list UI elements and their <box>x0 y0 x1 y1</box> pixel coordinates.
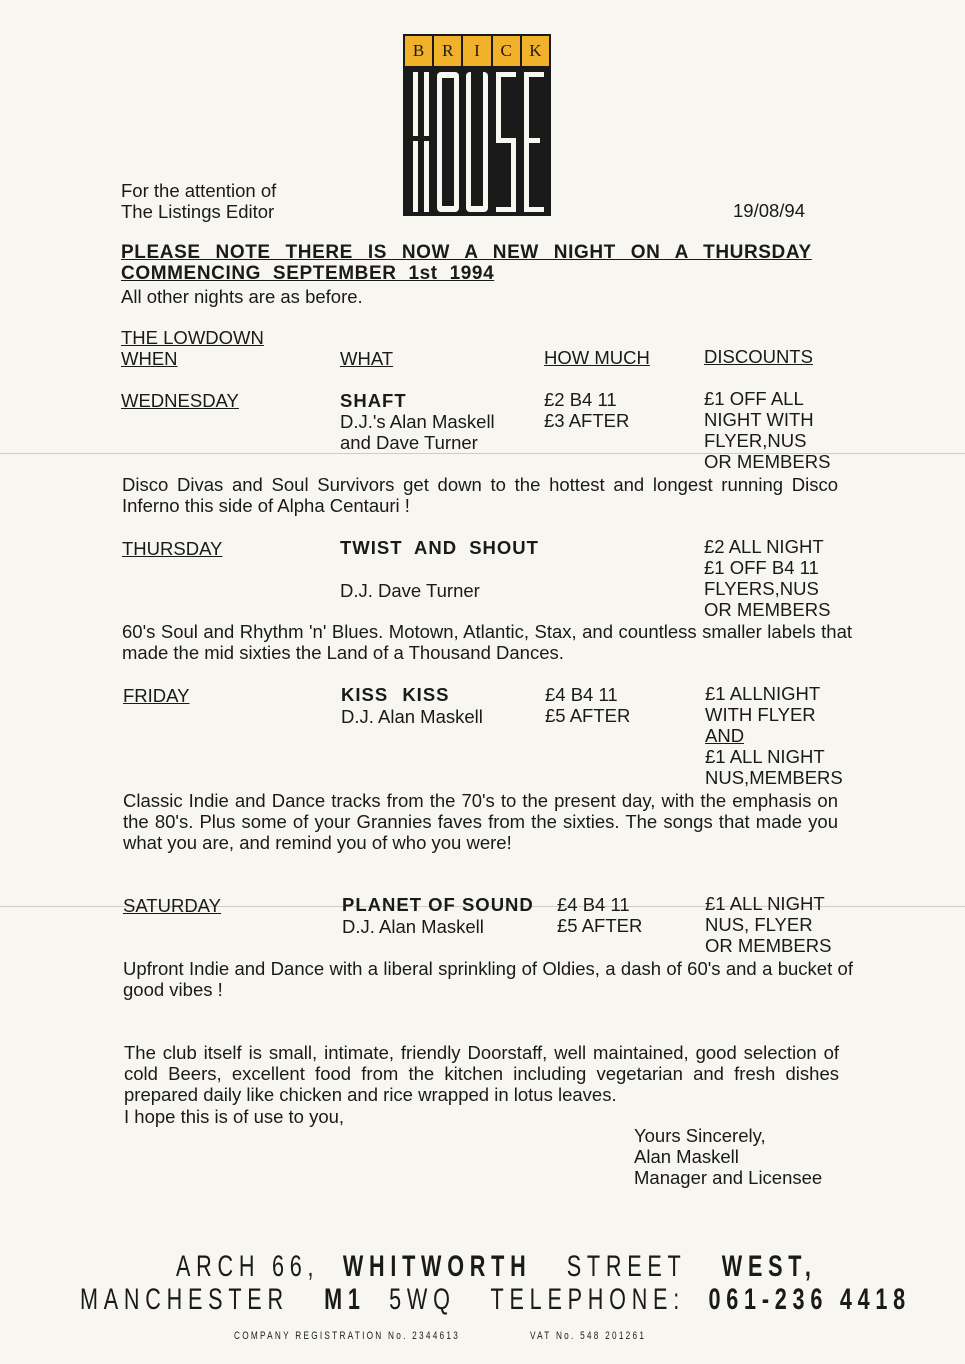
night-discount: £1 OFF ALL <box>704 388 804 409</box>
notice-subheadline: COMMENCING SEPTEMBER 1st 1994 <box>121 263 495 284</box>
logo-letters <box>403 34 551 66</box>
night-discount: OR MEMBERS <box>704 599 831 620</box>
footer-address-part: WEST, <box>721 1250 817 1283</box>
night-discount: OR MEMBERS <box>705 935 832 956</box>
night-discount: NUS,MEMBERS <box>705 767 843 788</box>
logo-letter: C <box>493 36 520 66</box>
night-discount: FLYER,NUS <box>704 430 807 451</box>
attention-line-1: For the attention of <box>121 180 277 201</box>
night-discount: NUS, FLYER <box>705 914 813 935</box>
night-description: 60's Soul and Rhythm 'n' Blues. Motown, Atlantic, Stax, and countless smaller labels that made the mid sixties the Land of a Thousand Dances. <box>122 621 852 663</box>
night-description: Upfront Indie and Dance with a liberal sprinkling of Oldies, a dash of 60's and a bucket of good vibes ! <box>123 958 853 1000</box>
footer-address-part: TELEPHONE: <box>490 1283 685 1316</box>
night-price: £4 B4 11 <box>545 684 618 705</box>
vat-number: VAT No. 548 201261 <box>530 1330 647 1342</box>
night-discount: OR MEMBERS <box>704 451 831 472</box>
brick-house-logo <box>403 34 551 218</box>
attention-line-2: The Listings Editor <box>121 201 275 222</box>
night-discount: £1 ALLNIGHT <box>705 683 821 704</box>
logo-letter: I <box>463 36 490 66</box>
footer-address-part: STREET <box>566 1250 687 1283</box>
closing-hope: I hope this is of use to you, <box>124 1106 345 1127</box>
signoff-title: Manager and Licensee <box>634 1167 823 1188</box>
col-header-what: WHAT <box>340 348 394 369</box>
company-registration: COMPANY REGISTRATION No. 2344613 <box>234 1330 461 1342</box>
night-dj: D.J.'s Alan Maskell <box>340 411 495 432</box>
logo-house-block <box>403 66 551 216</box>
footer-address-line-1 <box>176 1250 817 1284</box>
night-description: Classic Indie and Dance tracks from the 70's to the present day, with the emphasis on the 80's. Plus some of your Grannies faves from the sixties. The songs that made you what you are, and remind you of who you were! <box>123 790 838 853</box>
notice-headline: PLEASE NOTE THERE IS NOW A NEW NIGHT ON A THURSDAY <box>121 242 812 263</box>
night-discount: WITH FLYER <box>705 704 816 725</box>
night-discount: £1 ALL NIGHT <box>705 746 825 767</box>
night-price: £5 AFTER <box>545 705 631 726</box>
night-name-twist-and-shout: TWIST AND SHOUT <box>340 537 539 558</box>
footer-address-part: M1 <box>324 1283 366 1316</box>
col-header-when: WHEN <box>121 348 178 369</box>
night-discount: £2 ALL NIGHT <box>704 536 824 557</box>
night-discount: FLYERS,NUS <box>704 578 819 599</box>
day-saturday: SATURDAY <box>123 895 221 916</box>
night-dj: D.J. Dave Turner <box>340 580 480 601</box>
footer-address-part: MANCHESTER <box>80 1283 289 1316</box>
night-discount: £1 ALL NIGHT <box>705 893 825 914</box>
night-price: £2 B4 11 <box>544 389 617 410</box>
night-name-shaft: SHAFT <box>340 390 407 411</box>
day-friday: FRIDAY <box>123 685 190 706</box>
closing-paragraph: The club itself is small, intimate, friendly Doorstaff, well maintained, good selection of cold Beers, excellent food from the kitchen including vegetarian and fresh dishes prepared daily like chicken and rice wrapped in lotus leaves. <box>124 1042 839 1105</box>
night-name-kiss-kiss: KISS KISS <box>341 684 450 705</box>
col-header-how-much: HOW MUCH <box>544 347 650 368</box>
logo-letter: R <box>434 36 461 66</box>
night-price: £4 B4 11 <box>557 894 630 915</box>
footer-address-part: ARCH 66, <box>176 1250 320 1283</box>
day-thursday: THURSDAY <box>122 538 223 559</box>
night-name-planet-of-sound: PLANET OF SOUND <box>342 894 534 915</box>
night-dj: D.J. Alan Maskell <box>341 706 483 727</box>
night-dj: D.J. Alan Maskell <box>342 916 484 937</box>
lowdown-title: THE LOWDOWN <box>121 327 264 348</box>
night-dj: and Dave Turner <box>340 432 478 453</box>
night-price: £3 AFTER <box>544 410 630 431</box>
night-discount: NIGHT WITH <box>704 409 814 430</box>
logo-letter: B <box>405 36 432 66</box>
night-price: £5 AFTER <box>557 915 643 936</box>
footer-address-line-2 <box>80 1283 911 1317</box>
footer-telephone: 061-236 4418 <box>708 1283 911 1316</box>
night-discount: £1 OFF B4 11 <box>704 557 819 578</box>
logo-letter: K <box>522 36 549 66</box>
signoff-name: Alan Maskell <box>634 1146 739 1167</box>
night-description: Disco Divas and Soul Survivors get down to the hottest and longest running Disco Inferno this side of Alpha Centauri ! <box>122 474 838 516</box>
day-wednesday: WEDNESDAY <box>121 390 239 411</box>
notice-note: All other nights are as before. <box>121 286 363 307</box>
col-header-discounts: DISCOUNTS <box>704 346 813 367</box>
logo-house-lettering <box>403 66 551 216</box>
footer-address-part: 5WQ <box>389 1283 456 1316</box>
night-discount: AND <box>705 725 745 746</box>
letter-date: 19/08/94 <box>733 200 806 221</box>
footer-address-part: WHITWORTH <box>342 1250 532 1283</box>
signoff-line: Yours Sincerely, <box>634 1125 766 1146</box>
